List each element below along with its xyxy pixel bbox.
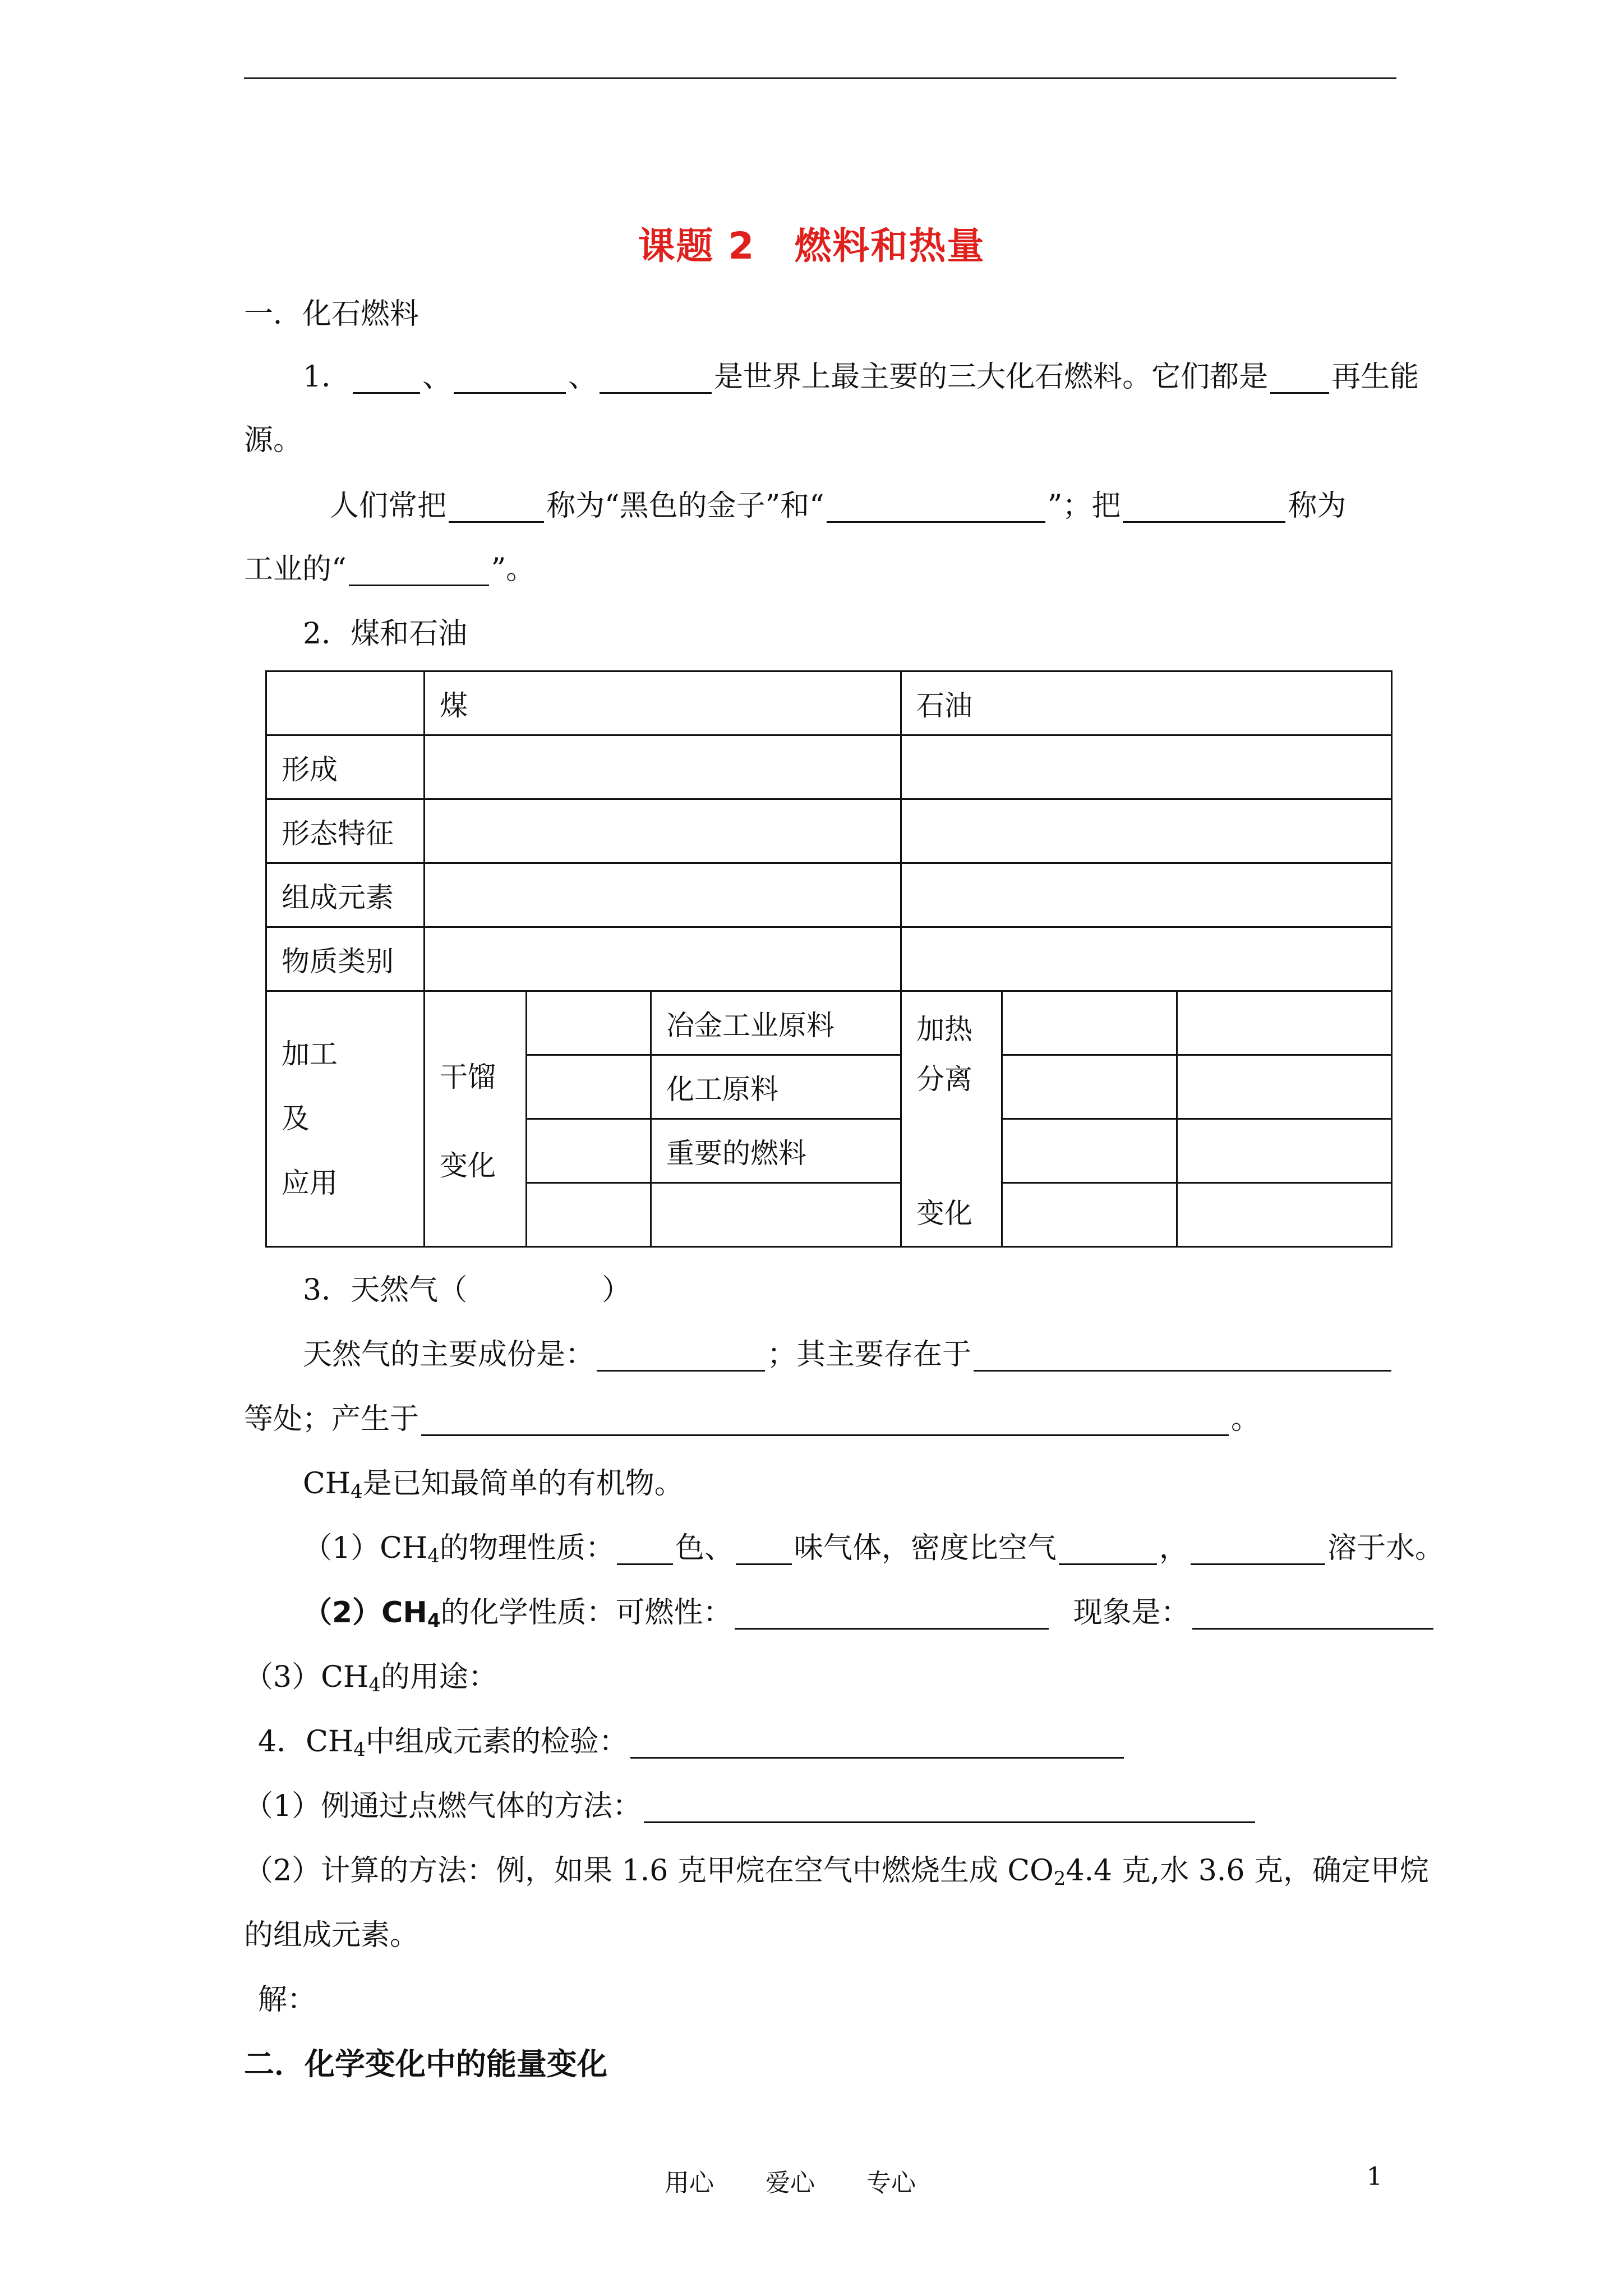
section-2-heading: 二．化学变化中的能量变化 [244, 2046, 607, 2082]
table-cell[interactable] [527, 991, 651, 1055]
question-1: 1． 、 、 是世界上最主要的三大化石燃料。它们都是 再生能 [303, 360, 1419, 394]
page-number: 1 [1367, 2162, 1382, 2191]
question-4-p2-cont: 的组成元素。 [244, 1918, 419, 1952]
table-cell[interactable] [1177, 991, 1392, 1055]
blank[interactable] [349, 556, 489, 586]
table-cell[interactable] [1002, 1119, 1177, 1183]
table-cell[interactable] [1002, 1055, 1177, 1119]
question-2: 2．煤和石油 [303, 617, 468, 651]
coal-product [651, 1183, 901, 1247]
table-cell[interactable] [425, 863, 901, 927]
question-1b-cont: 工业的“ ”。 [244, 553, 536, 586]
ch4-physical: $(1)CH_4$的物理性质： 色、 味气体，密度比空气 ， 溶于水。 [303, 1531, 1444, 1567]
coal-product: 化工原料 [651, 1055, 901, 1119]
table-cell[interactable] [527, 1055, 651, 1119]
question-3-line2: 等处；产生于 。 [244, 1402, 1261, 1436]
table-cell[interactable] [1177, 1183, 1392, 1247]
blank[interactable] [597, 1342, 765, 1372]
header-coal: 煤 [425, 671, 901, 735]
coal-product: 冶金工业原料 [651, 991, 901, 1055]
ch4-intro: $CH_4$是已知最简单的有机物。 [303, 1467, 684, 1503]
blank[interactable] [353, 364, 420, 394]
header-rule [244, 77, 1396, 79]
blank[interactable] [617, 1535, 673, 1565]
question-4-p2: （2）计算的方法：例，如果 1.6 克甲烷在空气中燃烧生成 $CO_24.4$ 克,水 3.6 克，确定甲烷 [244, 1854, 1429, 1890]
ch4-uses: $(3)CH_4$的用途： [244, 1660, 497, 1696]
blank[interactable] [736, 1535, 792, 1565]
footer-motto-3: 专心 [866, 2169, 916, 2197]
solution-label: 解： [258, 1983, 317, 2017]
table-cell[interactable] [901, 735, 1392, 799]
blank[interactable] [454, 364, 566, 394]
blank[interactable] [827, 493, 1045, 523]
blank[interactable] [974, 1342, 1391, 1372]
blank[interactable] [1059, 1535, 1157, 1565]
header-oil: 石油 [901, 671, 1392, 735]
row-label: 组成元素 [266, 863, 425, 927]
blank[interactable] [1270, 364, 1329, 394]
table-cell[interactable] [425, 799, 901, 863]
table-corner [266, 671, 425, 735]
table-cell[interactable] [1177, 1119, 1392, 1183]
footer-motto-2: 爱心 [766, 2169, 815, 2197]
table-cell[interactable] [901, 863, 1392, 927]
blank[interactable] [630, 1729, 1124, 1759]
ch4-chemical: $(2)CH_4$的化学性质：可燃性： 现象是： [303, 1596, 1436, 1630]
blank[interactable] [421, 1406, 1229, 1436]
table-cell[interactable] [901, 927, 1392, 991]
blank[interactable] [1123, 493, 1285, 523]
row-label: 形成 [266, 735, 425, 799]
footer-motto-1: 用心 [665, 2169, 714, 2197]
section-1-heading: 一．化石燃料 [244, 297, 419, 331]
question-1-cont: 源。 [244, 424, 303, 457]
table-cell[interactable] [527, 1119, 651, 1183]
process-label: 加工 及 应用 [266, 991, 425, 1247]
row-label: 形态特征 [266, 799, 425, 863]
oil-method: 加热 分离 变化 [901, 991, 1002, 1247]
coal-product: 重要的燃料 [651, 1119, 901, 1183]
blank[interactable] [449, 493, 544, 523]
blank[interactable] [644, 1793, 1255, 1823]
table-cell[interactable] [1002, 1183, 1177, 1247]
table-cell[interactable] [1002, 991, 1177, 1055]
coal-oil-table [265, 670, 1393, 1248]
question-3-heading: 3．天然气（ ） [303, 1273, 631, 1307]
table-cell[interactable] [1177, 1055, 1392, 1119]
table-cell[interactable] [425, 735, 901, 799]
question-4-heading: 4．$CH_4$中组成元素的检验： [258, 1725, 1126, 1759]
blank[interactable] [1191, 1535, 1325, 1565]
page-title [0, 216, 1623, 269]
blank[interactable] [1192, 1600, 1433, 1630]
coal-method: 干馏 变化 [425, 991, 527, 1247]
table-cell[interactable] [901, 799, 1392, 863]
blank[interactable] [735, 1600, 1049, 1630]
row-label: 物质类别 [266, 927, 425, 991]
question-4-p1: （1）例通过点燃气体的方法： [244, 1789, 1257, 1823]
title-topic: 燃料和热量 [794, 224, 985, 268]
question-1b: 人们常把 称为“黑色的金子”和“ ”；把 称为 [330, 489, 1347, 523]
title-lesson: 课题 2 [638, 224, 755, 268]
table-cell[interactable] [425, 927, 901, 991]
blank[interactable] [600, 364, 712, 394]
table-cell[interactable] [527, 1183, 651, 1247]
question-3-line1: 天然气的主要成份是： ；其主要存在于 [303, 1338, 1394, 1372]
